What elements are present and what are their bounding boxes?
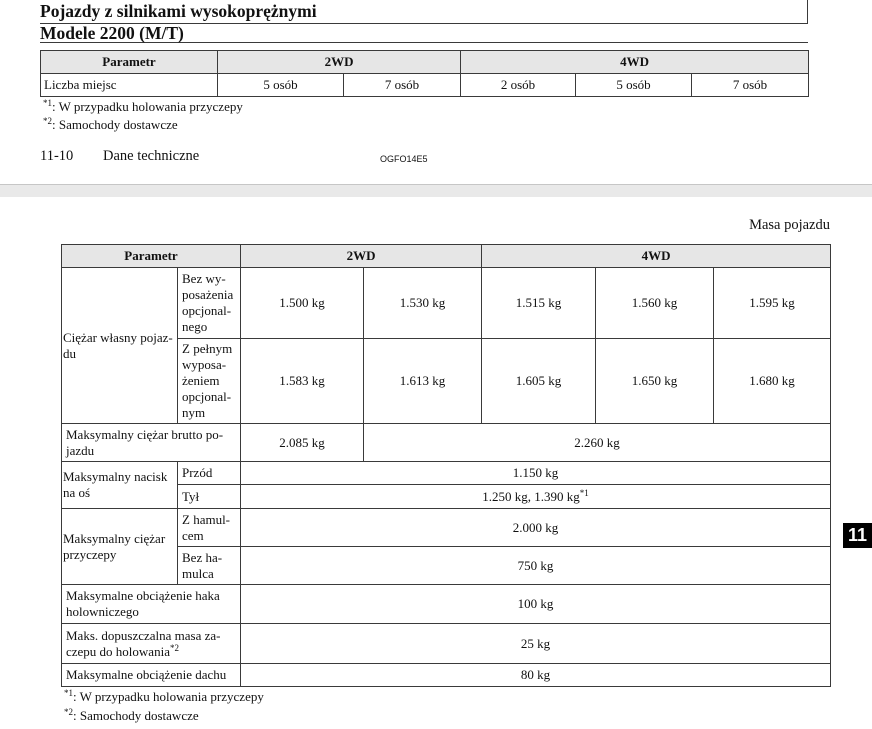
table-row (62, 462, 831, 485)
vehicle-mass-table (61, 244, 831, 687)
table-row (62, 624, 831, 664)
seating-header-parameter: Parametr (41, 51, 218, 74)
trailer-unbraked-label: Bez ha- mulca (178, 547, 241, 585)
curb-weight-full-value-4: 1.650 kg (596, 339, 714, 424)
chapter-tab: 11 (843, 523, 872, 548)
axle-load-front-value: 1.150 kg (241, 462, 831, 485)
curb-weight-full-value-3: 1.605 kg (482, 339, 596, 424)
curb-weight-full-label: Z pełnym wyposa- żeniem opcjonal- nym (178, 339, 241, 424)
page-upper (0, 0, 872, 184)
mass-table-header-row (62, 245, 831, 268)
gross-weight-value-first: 2.085 kg (241, 424, 364, 462)
table-row (62, 547, 831, 585)
table-row (62, 585, 831, 624)
trailer-braked-label: Z hamul- cem (178, 509, 241, 547)
page-separator (0, 184, 872, 197)
section-heading: Pojazdy z silnikami wysokoprężnymi (40, 0, 808, 24)
footnote-mark-1: *1 (43, 98, 52, 108)
trailer-braked-value: 2.000 kg (241, 509, 831, 547)
footnote-text-2: : Samochody dostawcze (52, 117, 178, 132)
axle-load-rear-value: 1.250 kg, 1.390 kg (482, 488, 580, 504)
axle-load-rear-cell (241, 485, 831, 509)
axle-load-label: Maksymalny nacisk na oś (62, 462, 178, 509)
footnote-text-1: : W przypadku holowania przyczepy (73, 689, 264, 704)
seating-capacity-table (40, 50, 809, 97)
curb-weight-full-value-5: 1.680 kg (714, 339, 831, 424)
mass-header-2wd: 2WD (241, 245, 482, 268)
document-code: OGFO14E5 (380, 154, 428, 164)
curb-weight-base-label: Bez wy- posażenia opcjonal- nego (178, 268, 241, 339)
table-row (62, 664, 831, 687)
table-row (62, 268, 831, 339)
seating-header-2wd: 2WD (218, 51, 461, 74)
coupling-mass-label: Maks. dopuszczalna masa za- czepu do holowania (66, 627, 221, 659)
footnote-ref-2: *2 (169, 642, 179, 653)
page-number: 11-10 (40, 148, 74, 164)
curb-weight-base-value-2: 1.530 kg (364, 268, 482, 339)
model-heading: Modele 2200 (M/T) (40, 24, 808, 43)
seating-header-4wd: 4WD (461, 51, 809, 74)
seating-table-header-row (41, 51, 809, 74)
seating-value-3: 2 osób (461, 74, 576, 97)
footnote-mark-2: *2 (43, 116, 52, 126)
roof-load-value: 80 kg (241, 664, 831, 687)
footnote-ref-1: *1 (579, 487, 589, 498)
tow-hitch-load-label: Maksymalne obciążenie haka holowniczego (62, 585, 241, 624)
footer-section-name: Dane techniczne (103, 148, 200, 164)
curb-weight-full-value-2: 1.613 kg (364, 339, 482, 424)
trailer-weight-label: Maksymalny ciężar przyczepy (62, 509, 178, 585)
footnote-mark-2: *2 (64, 707, 73, 717)
axle-load-rear-label: Tył (178, 485, 241, 509)
seating-value-5: 7 osób (692, 74, 809, 97)
axle-load-front-label: Przód (178, 462, 241, 485)
seating-value-4: 5 osób (576, 74, 692, 97)
page-lower (0, 197, 872, 729)
tow-hitch-load-value: 100 kg (241, 585, 831, 624)
curb-weight-base-value-4: 1.560 kg (596, 268, 714, 339)
roof-load-label: Maksymalne obciążenie dachu (62, 664, 241, 687)
seating-value-1: 5 osób (218, 74, 344, 97)
curb-weight-base-value-1: 1.500 kg (241, 268, 364, 339)
footnote-2 (64, 708, 199, 724)
table-row (62, 485, 831, 509)
footnote-text-2: : Samochody dostawcze (73, 708, 199, 723)
mass-header-parameter: Parametr (62, 245, 241, 268)
curb-weight-base-value-5: 1.595 kg (714, 268, 831, 339)
seating-capacity-label: Liczba miejsc (41, 74, 218, 97)
footnote-text-1: : W przypadku holowania przyczepy (52, 99, 243, 114)
coupling-mass-value: 25 kg (241, 624, 831, 664)
seating-value-2: 7 osób (344, 74, 461, 97)
table-row (62, 424, 831, 462)
coupling-mass-label-cell (62, 624, 241, 664)
trailer-unbraked-value: 750 kg (241, 547, 831, 585)
table-row (41, 74, 809, 97)
curb-weight-base-value-3: 1.515 kg (482, 268, 596, 339)
gross-weight-value-rest: 2.260 kg (364, 424, 831, 462)
curb-weight-label: Ciężar własny pojaz- du (62, 268, 178, 424)
running-header: Masa pojazdu (749, 217, 830, 233)
footnote-2 (43, 117, 178, 133)
table-row (62, 339, 831, 424)
footnote-1 (43, 99, 243, 115)
table-row (62, 509, 831, 547)
gross-weight-label: Maksymalny ciężar brutto po- jazdu (62, 424, 241, 462)
footnote-1 (64, 689, 264, 705)
mass-header-4wd: 4WD (482, 245, 831, 268)
footnote-mark-1: *1 (64, 688, 73, 698)
curb-weight-full-value-1: 1.583 kg (241, 339, 364, 424)
